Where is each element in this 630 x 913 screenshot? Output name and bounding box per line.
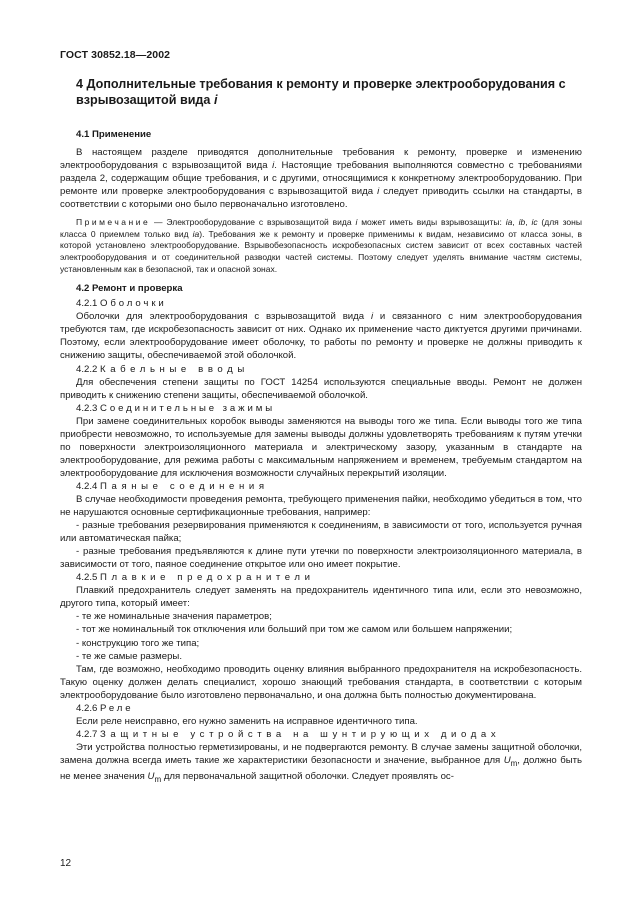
section-title-4-1: 4.1 Применение (76, 129, 152, 140)
list-item: - конструкцию того же типа; (76, 637, 200, 649)
subsection-title-4-2-1: 4.2.1 Оболочки (76, 298, 167, 310)
list-item: - разные требования предъявляются к длине пути утечки по поверхности электроизоляционного материала, в зависимости от того, паяное соединение открытое или оно имеет покрытие. (60, 546, 582, 571)
page-content (60, 76, 582, 786)
subsection-title-4-2-3: 4.2.3 Соединительные зажимы (76, 402, 276, 414)
subsection-title-4-2-7: 4.2.7 Защитные устройства на шунтирующих диодах (76, 728, 501, 740)
subsection-title-4-2-4: 4.2.4 Паяные соединения (76, 480, 269, 492)
paragraph-4-2-5: Плавкий предохранитель следует заменять на предохранитель идентичного типа или, если это невозможно, другого типа, который имеет: (60, 585, 582, 610)
list-item: - разные требования резервирования применяются к соединениям, в зависимости от того, используется ручная или автоматическая пайка; (60, 520, 582, 545)
paragraph-4-2-2: Для обеспечения степени защиты по ГОСТ 14254 используются специальные вводы. Ремонт не должен приводить к снижению степени защиты, обеспечиваемой оболочкой. (60, 376, 582, 401)
paragraph-4-2-3: При замене соединительных коробок выводы заменяются на выводы того же типа. Если выводы того же типа приобрести невозможно, то используемые для замены выводы должны удовлетворять требованиям к путям утечки по поверхности электроизоляционного материала и электрическому зазору, указанным в стандарте на электрооборудование, для режима работы с максимальным напряжением и временем, требуемым стандартом на электрооборудование для исключения возможности случайных перекрытий изоляции. (60, 415, 582, 479)
subsection-title-4-2-5: 4.2.5 Плавкие предохранители (76, 572, 315, 584)
list-item: - тот же номинальный ток отключения или больший при том же самом или большем напряжении; (76, 624, 513, 636)
page-number: 12 (60, 858, 72, 869)
paragraph-4-2-7: Эти устройства полностью герметизированы, и не подвергаются ремонту. В случае замены защитной оболочки, замена должна всегда иметь такие же характеристики безопасности и значение, выбранное для $U_m$, должно быть не менее значения $U_m$ для первоначальной защитной оболочки. Следует проявлять ос- (60, 741, 582, 784)
paragraph-4-2-4: В случае необходимости проведения ремонта, требующего применения пайки, необходимо убедиться в том, что не нарушаются основные сертификационные требования, например: (60, 494, 582, 519)
list-item: - те же номинальные значения параметров; (76, 611, 272, 623)
chapter-title: 4 Дополнительные требования к ремонту и проверке электрооборудования с взрывозащитой вида i (76, 77, 566, 107)
note-label: Примечание (76, 217, 151, 228)
paragraph-4-2-5-b: Там, где возможно, необходимо проводить оценку влияния выбранного предохранителя на искробезопасность. Такую оценку должен делать специалист, хорошо знающий требования стандарта, в соответствии с которым электрооборудование было изготовлено первоначально, и она должна быть полностью документирована. (60, 663, 582, 701)
list-item: - те же самые размеры. (76, 650, 182, 662)
note-paragraph: Примечание — Электрооборудование с взрывозащитой вида i может иметь виды взрывозащиты: ia, ib, ic (для зоны класса 0 приемлем только вид ia). Требования же к ремонту и проверке применимы к видам, независимо от класса зоны, в которой установлено электрооборудование. Взрывобезопасность искробезопасных систем зависит от всех составных частей электрооборудования и от соединительной разводки частей системы. Поэтому следует уделять внимание частям системы, установленным как в безопасной, так и опасной зонах. (60, 217, 582, 274)
document-header: ГОСТ 30852.18—2002 (60, 49, 171, 61)
paragraph-4-2-6: Если реле неисправно, его нужно заменить на исправное идентичного типа. (76, 715, 418, 727)
paragraph-4-2-1: Оболочки для электрооборудования с взрывозащитой вида i и связанного с ним электрооборудования требуются там, где искробезопасность зависит от них. Однако их применение часто диктуется другими причинами. Поэтому, если электрооборудование имеет оболочку, то работы по ремонту и проверке не должны приводить к снижению защиты, обеспечиваемой этой оболочкой. (60, 311, 582, 362)
paragraph-4-1: В настоящем разделе приводятся дополнительные требования к ремонту, проверке и изменению электрооборудования с взрывозащитой вида i. Настоящие требования выполняются совместно с требованиями раздела 2, содержащим общие требования, и с другими, относящимися к конкретному электрооборудованию. При ремонте или проверке электрооборудования с взрывозащитой вида i следует приводить ссылки на стандарты, в соответствии с которыми оно было первоначально изготовлено. (60, 147, 583, 211)
subsection-title-4-2-6: 4.2.6 Реле (76, 702, 134, 714)
subsection-title-4-2-2: 4.2.2 Кабельные вводы (76, 363, 249, 375)
section-title-4-2: 4.2 Ремонт и проверка (76, 283, 183, 295)
